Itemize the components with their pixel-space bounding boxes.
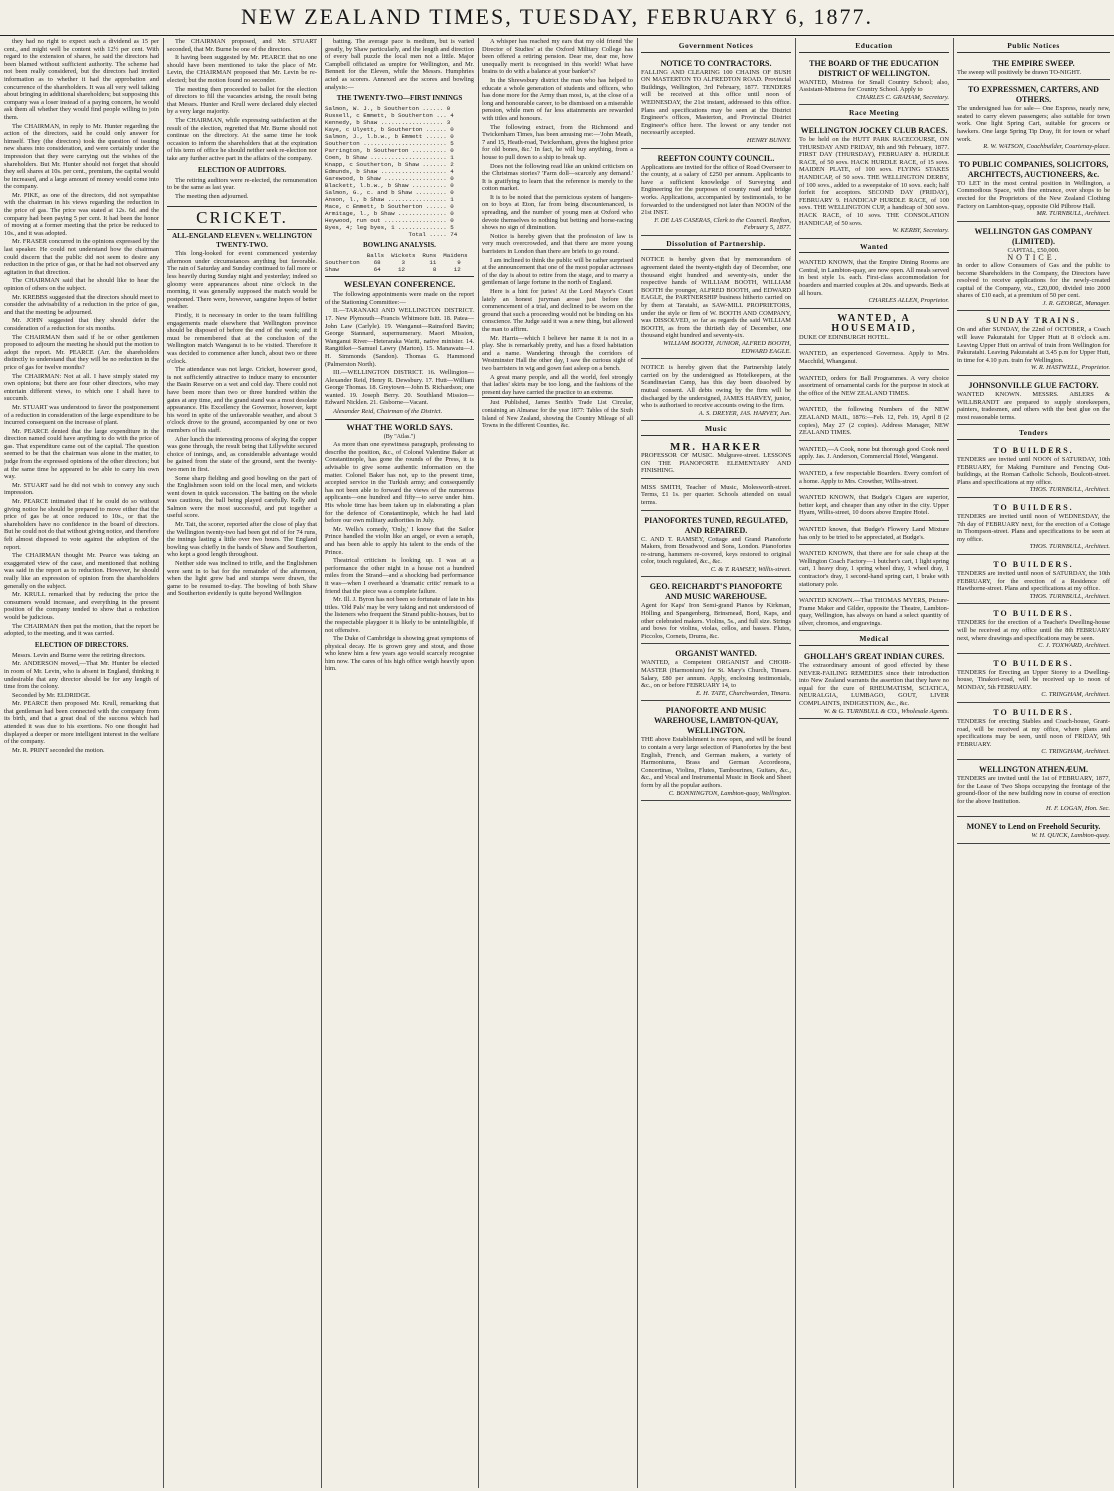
paragraph: Mr. PIKE, as one of the directors, did not sympathise with the chairman in his views regarding the reduction in the price of gas. The price was stated at 12s. 6d. and the company had been paying 5 per cent. It had been the honor of moving at a former meeting that the price be reduced to 10s., and it was adopted. [4,191,159,237]
ad-body: TENDERS for the erection of a Teacher's Dwelling-house will be received at my office until the 8th FEBRUARY next, where drawings and specifications may be seen. [957,619,1110,642]
paragraph: Messrs. Levin and Burne were the retiring directors. [12,651,146,659]
paragraph: Mr. STUART was understood to favor the postponement of a reduction in consideration of the large expenditure to be incurred consequent on the increase of plant. [4,403,159,427]
section-header: Medical [799,633,949,646]
ad-title: TO EXPRESSMEN, CARTERS, AND OTHERS. [968,85,1099,105]
paragraph: In the Shrewsbury district the man who has helped to educate a whole generation of students and officers, who has done more for the Army than most, is, at the close of a long and honourable career, to be dismissed on a miserable pension, while men of far less attainments are rewarded with titles and honours. [482,76,633,122]
ad-signature: WILLIAM BOOTH, JUNIOR, ALFRED BOOTH, EDWARD EAGLE. [663,340,791,355]
paragraph: The meeting then adjourned. [175,192,249,200]
paragraph: A great many people, and all the world, feel strongly that ladies' skirts may be too long, and the fashions of the present day have carried the practice to an extreme. [482,373,633,396]
ad-body: TENDERS are invited until NOON of SATURDAY, 10th FEBRUARY, for Making Furniture and Fencing Out-buildings, at the Roman Catholic Schools, Boulcott-street. Plans and specifications at my office. [957,456,1110,486]
section-header: Music [641,423,791,436]
ad-signature: F. DE LAS CASERAS, Clerk to the Council. Reefton, February 5, 1877. [654,216,791,232]
cricket-subhead: ALL-ENGLAND ELEVEN v. WELLINGTON TWENTY-TWO. [172,232,312,250]
column-rule [321,38,322,1488]
ad-body: On and after SUNDAY, the 22nd of OCTOBER, a Coach will leave Pakuratahi for Upper Hutt at 8 o'clock a.m. Leaving Upper Hutt on arrival of train from Wellington for Pakuratahi. Leaving Pakuratahi at 3.45 p.m for Upper Hutt, in time for 4.10 p.m. train for Wellington. [957,326,1110,364]
advertisement [799,56,949,106]
paragraph: The following extract, from the Richmond and Twickenham Times, has been amusing me:—'John Meath, 7 and 15, Heath-road, Twickenham, gives the highest price for old bones, &c.' In fact, he will buy anything, from a house to pull down to a ship to break up. [482,123,633,161]
advertisement [799,649,949,719]
paragraph: Mr. STUART said he did not wish to convey any such impression. [4,481,159,497]
ad-signature: W. & G. TURNBULL & CO., Wholesale Agents. [823,707,949,715]
wesleyan-headline: WESLEYAN CONFERENCE. [325,276,474,289]
paragraph: Theatrical criticism is looking up. I was at a performance the other night in a house not a hundred miles from the Strand—and a shocking bad performance it was—when I overheard a 'dramatic critic' remark to a friend that the piece was a complete failure. [325,557,474,595]
column-rule [953,38,954,1488]
ad-body: WANTED KNOWN, that Budge's Cigars are superior, better kept, and cheaper than any other in the city. Upper Hyam, Willis-street, 10 doors above Empire Hotel. [799,494,949,517]
bowling-head: BOWLING ANALYSIS. [363,241,436,250]
ad-title: REEFTON COUNTY COUNCIL. [657,153,775,163]
ad-signature: W. KERBY, Secretary. [892,227,949,235]
paragraph: A whisper has reached my ears that my old friend 'the Director of Studies' at the Oxford Military College has been offered a retiring pension. Dear me, dear me, how unequally merit is recognised in this world! What have brains to do with a balance at your banker's? [482,38,633,76]
ad-body: WANTED KNOWN, that there are for sale cheap at the Wellington Coach Factory—1 butcher's cart, 1 light spring cart, 1 heavy dray, 1 spring wheel dray, 1 wheel dray, 1 contractor's dray, 1 second-hand spring cart, 1 brake with stationary pole. [799,550,949,588]
paragraph: The CHAIRMAN, in reply to Mr. Hunter regarding the action of the directors, said he could only answer for himself. They (the directors) took the question of issuing new shares into consideration, and were certainly under the impression that they were carrying out the wishes of the shareholders. But Mr. Hunter should not forget that should they sell shares at 10s. per cent., premium, the capital would be increased, and a large amount of money would come into the company. [4,122,159,191]
advertisement [957,56,1110,81]
scores-head: THE TWENTY-TWO—FIRST INNINGS [336,94,463,103]
paragraph: Mr. Harris—which I believe her name it is not in a play. She is remarkably pretty, and has a fixed habitation and a name. Wandering through the corridors of Westminster Hall the other day, I saw the curious sight of two barristers in wig and gown fast asleep on a bench. [482,334,633,372]
ad-body: The extraordinary amount of good effected by these NEVER-FAILING REMEDIES since their introduction into New Zealand warrants the assertion that they have no equal for the cure of RHEUMATISM, SCIATICA, NEURALGIA, LUMBAGO, GOUT, LIVER COMPLAINTS, INDIGESTION, &c., &c. [799,662,949,708]
paragraph: Mr. JOHN suggested that they should defer the consideration of a reduction for six months. [4,317,159,332]
section-header: Public Notices [957,40,1110,53]
column-4 [482,38,633,1488]
ad-title: PIANOFORTES TUNED, REGULATED, AND REPAIRED. [644,515,788,535]
ad-title: WELLINGTON ATHENÆUM. [978,765,1089,775]
ad-signature: THOS. TURNBULL, Architect. [1029,592,1110,600]
newspaper-title: NEW ZEALAND TIMES, TUESDAY, FEBRUARY 6, 1877. [241,4,873,29]
paragraph: The CHAIRMAN then said if he or other gentlemen proposed to adjourn the meeting he should put the motion to adopt the report. Mr. PEARCE (Arr. the shareholders distinctly to understand that they will be no reduction in the price of gas for twelve months? [4,333,159,371]
paragraph: After lunch the interesting process of skying the copper was gone through, the result being that Lillywhite secured choice of innings, and, as considerable advantage would be gained from the state of the ground, sent the twenty-two men in first. [167,435,317,473]
ad-signature: J. R. GEORGE, Manager. [1042,299,1110,307]
ad-body: MISS SMITH, Teacher of Music, Molesworth-street. Terms, £1 1s. per quarter. Schools attended on usual terms. [641,483,791,506]
paragraph: The attendance was not large. Cricket, however good, is not sufficiently attractive to induce many to encounter the Basin Reserve on a wet and cold day. There could not have been more than two or three hundred within the gates at any time, and the grand stand was a most desolate appearance. His Excellency the Governor, however, kept his word in spite of the unfavorable weather, and about 3 o'clock drove to the ground, accompanied by one or two members of his staff. [167,366,317,434]
paragraph: As more than one eyewitness paragraph, professing to describe the position, &c., of Colonel Valentine Baker at Constantinople, has gone the rounds of the Press, it is advisable to give some authentic information on the matter. Colonel Baker has not, up to the present time, accepted service in the Turkish army; and consequently has not been able to forward the views of the numerous applicants—one hundred and fifty—to serve under him. His whole time has been taken up in elaborating a plan for the defence of Constantinople, which he had laid before our own military authorities in July. [325,441,474,525]
ad-title: THE EMPIRE SWEEP. [992,58,1075,68]
ad-signature: C. BONNINGTON, Lambton-quay, Wellington. [668,789,791,797]
ad-title: GEO. REICHARDT'S PIANOFORTE AND MUSIC WAREHOUSE. [649,582,783,602]
advertisement [641,481,791,511]
advertisement [957,557,1110,604]
advertisement [799,443,949,465]
section-subhead: ELECTION OF AUDITORS. [197,165,287,174]
paragraph: II.—TARANAKI AND WELLINGTON DISTRICT. 17. New Plymouth—Francis Whitmore Isitt. 18. Patea—John Law (Carlyle). 19. Wanganui—Rainsford Bavin; George Stannard, supernumerary. Maori Mission, Wanganui River—Heteraraka Wariti, native minister. 14. Rangitikei—Samuel Lawry (Marton). 15. Manawatu—J. H. Simmonds (Sandon). Thomas G. Hammond (Palmerston North). [325,307,474,368]
paragraph: batting. The average pace is medium, but is varied greatly, by Shaw particularly, and the length and direction of every ball puzzle the local men not a little. Major Campbell officiated as umpire for Wellington, and Mr. Bennett for the Eleven, while the Messrs. Humphries acted as scorers. Annexed are the scores and bowling analysis:— [325,38,474,91]
ad-signature: E. H. TATE, Churchwarden, Timaru. [695,689,791,697]
ad-body: WANTED,—A Cook, none but thorough good Cook need apply. Jas. J. Anderson, Commercial Hotel, Wanganui. [799,445,949,461]
paragraph: Mr. PEARCE then proposed Mr. Krull, remarking that that gentleman had been connected with the company from its birth, and that a great deal of the success which had attended it was due to his exertions. No one thought had displayed a deeper or more intelligent interest in the welfare of the company. [4,700,159,746]
masthead [0,0,1114,36]
column-7 [957,38,1110,1488]
paragraph: I am inclined to think the public will be rather surprised at the announcement that one of the most popular actresses of the day is about to retire from the stage, and to marry a gentleman of large fortune in the north of England. [482,256,633,287]
world-headline: WHAT THE WORLD SAYS. [325,419,474,432]
ad-signature: CHARLES C. GRAHAM, Secretary. [856,93,949,101]
advertisement [641,703,791,801]
ad-signature: C. & T. RAMSEY, Willis-street. [710,565,791,573]
advertisement [957,762,1110,817]
column-rule [637,38,638,1488]
column-6 [799,38,949,1488]
ad-body: In order to allow Consumers of Gas and the public to become Shareholders in the Company, the Directors have resolved to receive applications for the newly-created capital of the Company, viz., £20,000, divided into 2000 shares of £10 each, at a premium of 50 per cent. [957,261,1110,300]
column-1 [4,38,159,1488]
ad-body: WANTED KNOWN.—That THOMAS MYERS, Picture-Frame Maker and Gilder, opposite the Theatre, Lambton-quay, Wellington, has always on hand a select quantity of silver, chromos, and engravings. [799,597,949,627]
paragraph: The CHAIRMAN, while expressing satisfaction at the result of the election, regretted that Mr. Burne should not continue on the directory. At the same time he took occasion to inform the shareholders that at the expiration of his term of office he should neither seek re-election nor take any further active part in the affairs of the company. [167,116,317,162]
advertisement [957,819,1110,844]
ad-signature: MR. TURNBULL, Architect. [1036,210,1110,218]
ad-body: WANTED, Mistress for Small Country School; also, Assistant-Mistress for Country School. Apply to [799,78,949,94]
ad-title: NOTICE TO CONTRACTORS. [660,58,772,68]
advertisement [641,646,791,701]
ad-title: TO PUBLIC COMPANIES, SOLICITORS, ARCHITECTS, AUCTIONEERS, &c. [958,159,1109,179]
advertisement [799,372,949,402]
ad-signature: HENRY BUNNY. [746,136,791,144]
paragraph: Just Published, James Smith's Trade List Circular, containing an Almanac for the year 1877: Tables of the Sixth Island of New Zealand, showing the Country Mileage of all Towns in the different Counties, &c. [482,397,633,430]
paragraph: The following appointments were made on the report of the Stationing Committee:— [325,291,474,306]
paragraph: Mr. ANDERSON moved,—That Mr. Hunter be elected in room of Mr. Levin, who is absent in England, thinking it undesirable that any director should be for any length of time from the colony. [4,660,159,691]
ad-title: PIANOFORTE AND MUSIC WAREHOUSE, LAMBTON-QUAY, WELLINGTON. [654,706,778,736]
advertisement [641,56,791,149]
advertisement [799,467,949,489]
paragraph: It having been suggested by Mr. PEARCE that no one should have been mentioned to take the place of Mr. Levin, the CHAIRMAN proposed that Mr. Levin be re-elected; but the motion found no seconder. [167,54,317,84]
scorecard: Salmon, W. J., b Southerton ...... 0 Russell, c Emmett, b Southerton ... 4 Kennedy, b Shaw .................. 3 Kaye, c Ulyett, b Southerton ...... 0 Salmon, J., l.b.w., b Emmett ...... 0 Southerton ........................ 5 Parrington, b Southerton .......... 0 Coen, b Shaw ...................... 1 Knapp, c Southerton, b Shaw ....... 2 Edmunds, b Shaw ................... 4 Garewood, b Shaw .................. 0 Blackett, l.b.w., b Shaw .......... 0 Salmon, G., c. and b Shaw ......... 0 Anson, l., b Shaw ................. 1 Mace, c Emmett, b Southerton ...... 0 Armitage, l., b Shaw .............. 0 Heywood, run out .................. 0 Byes, 4; leg byes, 1 .............. 5 Total ..... 74 [325,105,458,239]
ad-body: TENDERS for erecting Stables and Coach-house, Grant-road, will be received at my office, where plans and specifications may be seen, until noon of FRIDAY, 9th FEBRUARY. [957,718,1110,748]
paragraph: Mr. KREBBS suggested that the directors should meet to consider the advisability of a reduction in the price of gas, and that the meeting be adjourned. [4,293,159,316]
paragraph: Mr. Ill. J. Byron has not been so fortunate of late in his titles. 'Old Pals' may be very taking and not understood of the listeners who frequent the Strand public-houses, but to the respectable playgoer it is likely to be unintelligible, if not offensive. [325,596,474,634]
advertisement [957,157,1110,222]
ad-body: C. AND T. RAMSEY, Cottage and Grand Pianoforte Makers, from Broadwood and Sons, London. Pianofortes re-strung, hammers re-covered, keys restored to original color, touch regulated, &c., &c. [641,535,791,566]
column-rule [163,38,164,1488]
section-header: Education [799,40,949,53]
ad-title: SUNDAY TRAINS. [986,316,1081,326]
paragraph: Mr. FRASER concurred in the opinions expressed by the last speaker. He could not understand how the chairman could discern that the public did not seem to desire any reduction in the price of gas, or that he had not observed any agitation in that direction. [4,238,159,276]
paragraph: III.—WELLINGTON DISTRICT. 16. Wellington—Alexander Reid, Henry R. Dewsbury. 17. Hutt—William George Thomas. 18. Greytown—John B. Richardson; one wanted. 19. Joseph Berry. 20. Southland Mission—Edward Nicklen. 21. Gisborne—Vacant. [325,369,474,407]
ad-body: WANTED known, that Budge's Flowery Land Mixture has only to be tried to be appreciated, at Budge's. [799,525,949,541]
advertisement [799,256,949,309]
ad-body: To be held on the HUTT PARK RACECOURSE, ON THURSDAY AND FRIDAY, 8th and 9th February, 1877. FIRST DAY (THURSDAY), FEBRUARY 8. HURDLE RACE, of 50 sovs. HACK HURDLE RACE, of 15 sovs. MAIDEN PLATE, of 100 sovs. FLYING STAKES HANDICAP, of 50 sovs. THE WELLINGTON DERBY, of 100 sovs., added to a sweepstake of 10 sovs. each; half forfeit for acceptors. SECOND DAY (FRIDAY), FEBRUARY 9. HANDICAP HURDLE RACE, of 100 sovs. THE WELLINGTON CUP, a handicap of 300 sovs. HACK RACE, of 10 sovs. THE CONSOLATION HANDICAP, of 50 sovs. [799,135,949,227]
ad-signature: W. R. HASTWELL, Proprietor. [1030,364,1110,372]
ad-body: WANTED, orders for Ball Programmes. A very choice assortment of ornamental cards for the purpose in stock at the office of the NEW ZEALAND TIMES. [799,374,949,397]
advertisement [799,491,949,521]
advertisement [799,347,949,369]
advertisement [957,224,1110,312]
ad-signature: THOS. TURNBULL, Architect. [1029,486,1110,494]
ad-signature: C. TRINGHAM, Architect. [1041,691,1110,699]
ad-body: PROFESSOR OF MUSIC. Mulgrave-street. LESSONS ON THE PIANOFORTE ELEMENTARY AND FINISHING. [641,451,791,475]
paragraph: The CHAIRMAN thought Mr. Pearce was taking an exaggerated view of the case, and mentioned that nothing was said in the report as to reduction. However, he should really like an expression of opinion from the shareholders generally on the subject. [4,552,159,590]
paragraph: they had no right to expect such a dividend as 15 per cent., and might well be content with 12½ per cent. With regard to the extension of shares, he said the directors had been blamed without sufficient authority. The scheme had not been really considered, but the directors had invited information as to whether it had the approbation and concurrence of the shareholders. It was all very well talking about bringing in additional shareholders; but supposing this company was a loser instead of a paying concern, he would ask them all whether they would find people willing to join them. [4,38,159,121]
ad-signature: CHARLES ALLEN, Proprietor. [868,297,949,305]
ad-body: WANTED KNOWN. MESSRS. ABLERS & WILLBRANDT are prepared to supply storekeepers, painters, tradesmen, and others with the best glue on the most reasonable terms. [957,391,1110,421]
section-header: Wanted [799,241,949,254]
advertisement [957,313,1110,376]
ad-title: JOHNSONVILLE GLUE FACTORY. [968,381,1099,391]
ad-title: WELLINGTON JOCKEY CLUB RACES. [800,125,948,135]
ad-body: TO LET in the most central position in Wellington, a Commodious Space, with fine entrance, over shops to be erected for the Proprietors of the New Zealand Clothing Factory on Lambton-quay, opposite Old Pilbrow Hall. [957,179,1110,210]
paragraph: Seconded by Mr. ELDRIDGE. [12,691,91,699]
paragraph: The CHAIRMAN proposed, and Mr. STUART seconded, that Mr. Burne be one of the directors. [167,38,317,53]
ad-body: WANTED, the following Numbers of the NEW ZEALAND MAIL, 1876:—Feb. 12, Feb. 19, April 8 (2 copies), May 27 (2 copies). Address Manager, NEW ZEALAND TIMES. [799,406,949,437]
ad-title: TO BUILDERS. [993,446,1074,455]
advertisement [799,547,949,592]
paragraph: The CHAIRMAN said that he should like to hear the opinion of others on the subject. [4,277,159,292]
ad-title: TO BUILDERS. [993,609,1074,619]
advertisement [641,253,791,359]
ad-title: ORGANIST WANTED. [675,649,757,659]
cricket-headline: CRICKET. [167,206,317,230]
column-rule [795,38,796,1488]
paragraph: Mr. PEARCE intimated that if he could do so without giving notice he should be prepared to move either that the price of gas be at once reduced to 10s., or that the shareholders have no confidence in the board of directors. But he could not do that without giving notice, and therefore felt almost disposed to vote against the adoption of the report. [4,498,159,551]
paragraph: Does not the following read like an unkind criticism on the Christmas stories? 'Farm doll—scarcely any demand.' It is gratifying to learn that the reference is merely to the cotton market. [482,162,633,193]
paragraph: Notice is hereby given that the profession of law is very much overcrowded, and that there are more young barristers in London than there are briefs to go round. [482,232,633,256]
byline: (By "Atlas.") [383,433,416,440]
section-header: Government Notices [641,40,791,53]
ad-body: The undersigned has for sale— One Express, nearly new, seated to carry eleven passengers; also suitable for town work. One light Spring Cart, suitable for grocers or hawkers. One large Spring Tip Dray, fit for town or wharf work. [957,105,1110,143]
advertisement [957,705,1110,760]
paragraph: Mr. KRULL remarked that by reducing the price the consumers would increase, and everything in the present position of the company tended to show that a reduction would be judicious. [4,591,159,621]
paragraph: Mr. Wells's comedy, 'Only,' I know that the Sailor Prince handled the violin like an angel, or even a seraph, and has been able to apply his talent to the ends of the Prince. [325,525,474,556]
ad-title: TO BUILDERS. [993,708,1074,718]
advertisement [641,513,791,578]
ad-body: THE above Establishment is now open, and will be found to contain a very large selection of Pianofortes by the best English, French, and German makers, a variety of Harmoniums, Brass and German Accordeons, Concertinas, Violins, Flutes, Tambourines, Guitars, &c., &c., and Vocal and Instrumental Music in Book and Sheet form by all the popular authors. [641,736,791,789]
advertisement [957,606,1110,653]
ad-body: WANTED KNOWN, that the Empire Dining Rooms are Central, in Lambton-quay, are now open. All meals served in best style 1s. each. First-class accommodation for boarders and married couples at 20s. and upwards. Beds at all hours. [799,259,949,297]
paragraph: The CHAIRMAN: Not at all. I have simply stated my own opinions; but there are four other directors, who may entertain different views, to which one I shall have to succumb. [4,372,159,403]
paragraph: Mr. Tait, the scorer, reported after the close of play that the Wellington twenty-two had been got rid of for 74 runs, the innings lasting a little over two hours. The England bowling was chiefly in the hands of Shaw and Southerton, who kept a good length throughout. [167,521,317,559]
ad-title: TO BUILDERS. [993,559,1074,569]
paragraph: Some sharp fielding and good bowling on the part of the Englishmen soon told on the local men, and wickets went down in quick succession. The batting on the whole was cautious, the ball being played carefully. Kelly and Salmon were the most successful, and put together a useful score. [167,474,317,520]
paragraph: The retiring auditors were re-elected, the remuneration to be the same as last year. [167,176,317,192]
ad-signature: R. W. WATSON, Coachbuilder, Courtenay-place. [983,143,1110,151]
ad-signature: C. J. TOXWARD, Architect. [1038,642,1110,650]
advertisement [957,378,1110,425]
bowling-analysis: Balls Wickets Runs Maidens Southerton 68 3 11 9 Shaw 64 12 8 12 [325,252,468,274]
paragraph: Mr. R. PRINT seconded the motion. [12,746,105,754]
advertisement [957,443,1110,498]
advertisement [641,151,791,236]
ad-body: Agent for Kaps' Iron Semi-grand Pianos by Kirkman, Hölling and Spangenberg, Brinsmead, Bord, Kaps, and other celebrated makers. Violins, 5s., and full size. Strings and bows for violins, violas, cellos, and basses. Flutes, Piccolos, Cornets, Drums, &c. [641,602,791,640]
advertisement [957,500,1110,555]
ad-body: DUKE OF EDINBURGH HOTEL. [799,333,890,341]
ad-signature: A. S. DREYER, JAS. HARVEY, Jun. [698,409,791,417]
column-rule [478,38,479,1488]
ad-notice: NOTICE. [1007,253,1060,263]
ad-signature: C. TRINGHAM, Architect. [1041,748,1110,756]
ad-body: NOTICE is hereby given that the Partnership lately carried on by the undersigned as Hotelkeepers, at the Scandinavian Camp, has this day been dissolved by mutual consent. All debts owing by the firm will be discharged by the undersigned, JAMES HARVEY, junior, who is authorised to receive accounts owing to the firm. [641,364,791,410]
paragraph: Firstly, it is necessary in order to the team fulfilling engagements made elsewhere that Wellington province should be disposed of before the end of the week; and it must be remembered that at the conclusion of the Wellington match Wanganui is to be visited. Therefore it was decided to commence after lunch, about two or three o'clock. [167,312,317,365]
advertisement [799,594,949,631]
ad-title: MR. HARKER [669,440,763,453]
column-3 [325,38,474,1488]
paragraph: It is to be noted that the pernicious system of hangers-on to boys at Eton, far from being discountenanced, is spreading, and the number of young men at Oxford who devote themselves to nothing but betting and horse-racing shows no sign of diminution. [482,193,633,232]
ad-body: The sweep will positively be drawn TO-NIGHT. [957,68,1082,76]
ad-body: Applications are invited for the office of Road Overseer to the county, at a salary of £250 per annum. Applicants to have a sufficient knowledge of Surveying and Engineering for the purposes of county road and bridge works. Applications, accompanied by testimonials, to be forwarded to the undersigned not later than NOON of the 21st INST. [641,163,791,217]
ad-title: TO BUILDERS. [993,502,1074,512]
advertisement [957,656,1110,703]
advertisement [641,439,791,479]
paragraph: Here is a hint for juries! At the Lord Mayor's Court lately an honest juryman arose just before the commencement of a trial, and declined to be sworn on the ground that such a proceeding would not be binding on his conscience. The Judge said it was a new thing, but allowed the man to affirm. [482,288,633,333]
paragraph: The CHAIRMAN then put the motion, that the report be adopted, to the meeting, and it was carried. [4,622,159,638]
paragraph: Mr. PEARCE denied that the large expenditure in the direction named could have anything to do with the price of gas. That expenditure came out of the capital. The question seemed to be that the chairman was alone in the matter, to judge from the expressed opinions of the other directors; but at the same time he appeared to be able to carry his own way. [4,427,159,481]
ad-body: WANTED, an experienced Governess. Apply to Mrs. Macchild, Whanganui. [799,350,949,366]
signature: Alexander Reid, Chairman of the District. [333,408,443,416]
section-subhead: ELECTION OF DIRECTORS. [34,640,129,649]
ad-title: TO BUILDERS. [993,658,1074,668]
ad-body: TENDERS are invited until noon of SATURDAY, the 10th FEBRUARY, for the erection of a Residence off Hawthorne-street. Plans and specifications at my office. [957,569,1110,593]
ad-signature: THOS. TURNBULL, Architect. [1029,543,1110,551]
paragraph: Neither side was inclined to trifle, and the Englishmen were sent in to bat for the remainder of the afternoon, when the light grew bad and stumps were drawn, the game to be resumed to-day. The bowling of both Shaw and Southerton evidently is quite beyond Wellington [167,560,317,598]
ad-title: WELLINGTON GAS COMPANY (LIMITED). [974,226,1093,246]
ad-title: GHOLLAH'S GREAT INDIAN CURES. [803,652,945,662]
advertisement [957,82,1110,155]
advertisement [641,361,791,421]
ad-title: THE BOARD OF THE EDUCATION DISTRICT OF WELLINGTON. [809,58,939,78]
section-header: Tenders [957,427,1110,440]
column-5 [641,38,791,1488]
column-2 [167,38,317,1488]
advertisement [641,579,791,644]
advertisement [799,403,949,440]
ad-title: MONEY to Lend on Freehold Security. [966,822,1101,831]
ad-body: TENDERS are invited until noon of WEDNESDAY, the 7th day of FEBRUARY next, for the erection of a Cottage in Thompson-street. Plans and specifications to be seen at my office. [957,512,1110,543]
ad-body: WANTED, a few respectable Boarders. Every comfort of a home. Apply to Mrs. Crowther, Willis-street. [799,469,949,485]
advertisement [799,311,949,346]
advertisement [799,123,949,239]
paragraph: The Duke of Cambridge is showing great symptoms of physical decay. He is grown grey and stout, and those who knew him a few years ago would scarcely recognise him now. The cares of his high office weigh heavily upon him. [325,635,474,673]
section-header: Dissolution of Partnership. [641,238,791,251]
ad-signature: W. H. QUICK, Lambton-quay. [1031,832,1110,839]
ad-body: NOTICE is hereby given that by memorandum of agreement dated the twenty-eighth day of December, one thousand eight hundred and seventy-six, under the respective hands of WILLIAM BOOTH, WILLIAM BOOTH the younger, ALFRED BOOTH, and EDWARD EAGLE, the PARTNERSHIP business hitherto carried on by them at Taratahi, as SAW-MILL PROPRIETORS, under the style or firm of W. BOOTH AND COMPANY, was DISSOLVED, so far as regards the said WILLIAM BOOTH, as from the thirtieth day of December, one thousand eight hundred and seventy-six. [641,256,791,340]
paragraph: The meeting then proceeded to ballot for the election of directors to fill the vacancies arising, the result being that Messrs. Hunter and Krull were declared duly elected by a very large majority. [167,85,317,116]
section-header: Race Meeting [799,107,949,120]
ad-body: FALLING AND CLEARING 100 CHAINS OF BUSH ON MASTERTON TO ALFREDTON ROAD. Provincial Buildings, Wellington, 3rd February, 1877. TENDERS will be received at this office until noon of WEDNESDAY, the 21st instant, addressed to this office. Plans and specifications may be seen at the District Engineer's offices, Masterton, and Provincial District Engineer's office here. The lowest or any tender not necessarily accepted. [641,68,791,137]
ad-signature: H. F. LOGAN, Hon. Sec. [1046,805,1110,813]
ad-capital: CAPITAL, £50,000. [1007,246,1060,254]
ad-title: WANTED, A HOUSEMAID, [831,312,917,334]
ad-body: WANTED, a Competent ORGANIST and CHOIR-MASTER (Harmonium) for St. Mary's Church, Timaru. Salary, £80 per annum. Apply, enclosing testimonials, &c., on or before FEBRUARY 14, to [641,659,791,690]
ad-body: TENDERS for Erecting an Upper Storey to a Dwelling-house, Tinakori-road, will be received up to noon of MONDAY, 5th FEBRUARY. [957,668,1110,691]
advertisement [799,523,949,545]
paragraph: This long-looked for event commenced yesterday afternoon under circumstances anything but favorable. The rain of Saturday and Sunday continued to fall more or less heavily during Sunday night and yesterday; indeed so gloomy were appearances about nine o'clock in the morning, it was generally supposed the match would be postponed. There were, however, sanguine hopes of better weather. [167,250,317,311]
ad-body: TENDERS are invited until the 1st of FEBRUARY, 1877, for the Lease of Two Shops occupying the frontage of the ground-floor of the new building now in course of erection for the above Institution. [957,775,1110,805]
